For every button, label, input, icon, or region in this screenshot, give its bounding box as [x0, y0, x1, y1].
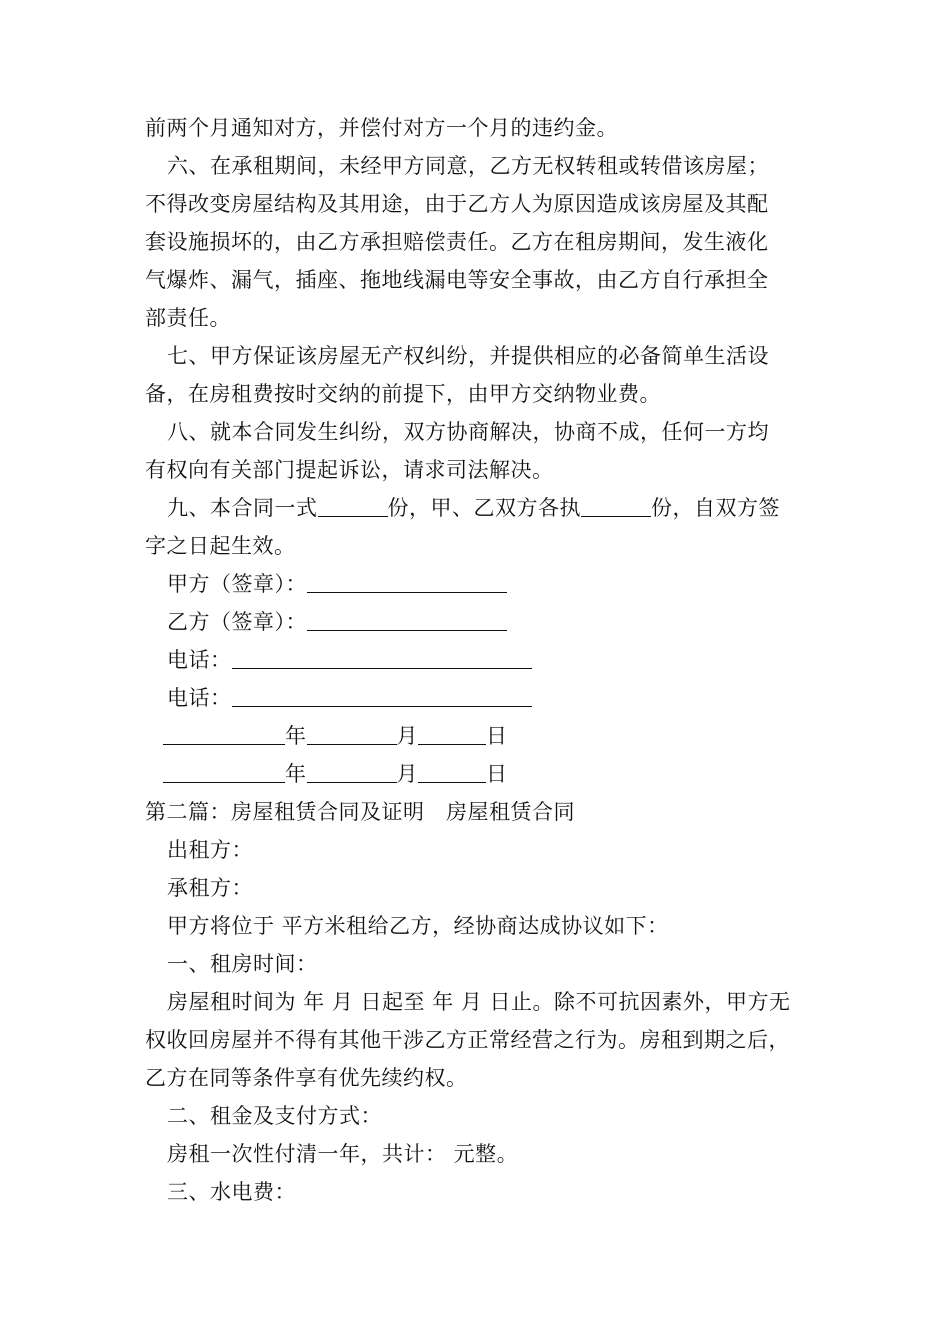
paragraph-line: 不得改变房屋结构及其用途，由于乙方人为原因造成该房屋及其配	[145, 192, 769, 216]
year-blank[interactable]	[163, 726, 285, 745]
paragraph-line: 备，在房租费按时交纳的前提下，由甲方交纳物业费。	[145, 382, 661, 406]
paragraph-line: 权收回房屋并不得有其他干涉乙方正常经营之行为。房租到期之后，	[145, 1028, 790, 1052]
section-heading: 三、水电费：	[167, 1180, 296, 1204]
day-blank[interactable]	[418, 764, 486, 783]
section-heading: 一、租房时间：	[167, 952, 318, 976]
month-blank[interactable]	[307, 764, 397, 783]
party-a-signature-blank[interactable]	[307, 574, 507, 593]
paragraph-line: 套设施损坏的，由乙方承担赔偿责任。乙方在租房期间，发生液化	[145, 230, 769, 254]
paragraph-line: 房屋租时间为 年 月 日起至 年 月 日止。除不可抗因素外，甲方无	[167, 990, 791, 1014]
clause-6-line: 六、在承租期间，未经甲方同意，乙方无权转租或转借该房屋；	[167, 154, 769, 178]
second-section-title: 第二篇：房屋租赁合同及证明 房屋租赁合同	[145, 800, 575, 824]
date-line-1: 年 月 日	[163, 724, 508, 748]
paragraph-line: 前两个月通知对方，并偿付对方一个月的违约金。	[145, 116, 618, 140]
paragraph-line: 字之日起生效。	[145, 534, 296, 558]
paragraph-line: 房租一次性付清一年，共计： 元整。	[167, 1142, 519, 1166]
paragraph-line: 有权向有关部门提起诉讼，请求司法解决。	[145, 458, 554, 482]
paragraph-line: 乙方在同等条件享有优先续约权。	[145, 1066, 468, 1090]
month-blank[interactable]	[307, 726, 397, 745]
phone-line-1: 电话：	[167, 648, 532, 672]
date-line-2: 年 月 日	[163, 762, 508, 786]
paragraph-line: 甲方将位于 平方米租给乙方，经协商达成协议如下：	[167, 914, 669, 938]
phone-blank-2[interactable]	[232, 688, 532, 707]
phone-line-2: 电话：	[167, 686, 532, 710]
year-blank[interactable]	[163, 764, 285, 783]
section-heading: 二、租金及支付方式：	[167, 1104, 382, 1128]
clause-8-line: 八、就本合同发生纠纷，双方协商解决，协商不成，任何一方均	[167, 420, 769, 444]
copies-each-blank[interactable]	[581, 498, 651, 517]
phone-blank-1[interactable]	[232, 650, 532, 669]
paragraph-line: 部责任。	[145, 306, 231, 330]
clause-7-line: 七、甲方保证该房屋无产权纠纷，并提供相应的必备简单生活设	[167, 344, 769, 368]
party-b-signature-blank[interactable]	[307, 612, 507, 631]
clause-9-line: 九、本合同一式 份，甲、乙双方各执 份，自双方签	[167, 496, 780, 520]
paragraph-line: 气爆炸、漏气，插座、拖地线漏电等安全事故，由乙方自行承担全	[145, 268, 769, 292]
lessor-line: 出租方：	[167, 838, 253, 862]
day-blank[interactable]	[418, 726, 486, 745]
party-b-signature: 乙方（签章）：	[167, 610, 507, 634]
lessee-line: 承租方：	[167, 876, 253, 900]
copies-blank[interactable]	[318, 498, 388, 517]
party-a-signature: 甲方（签章）：	[167, 572, 507, 596]
